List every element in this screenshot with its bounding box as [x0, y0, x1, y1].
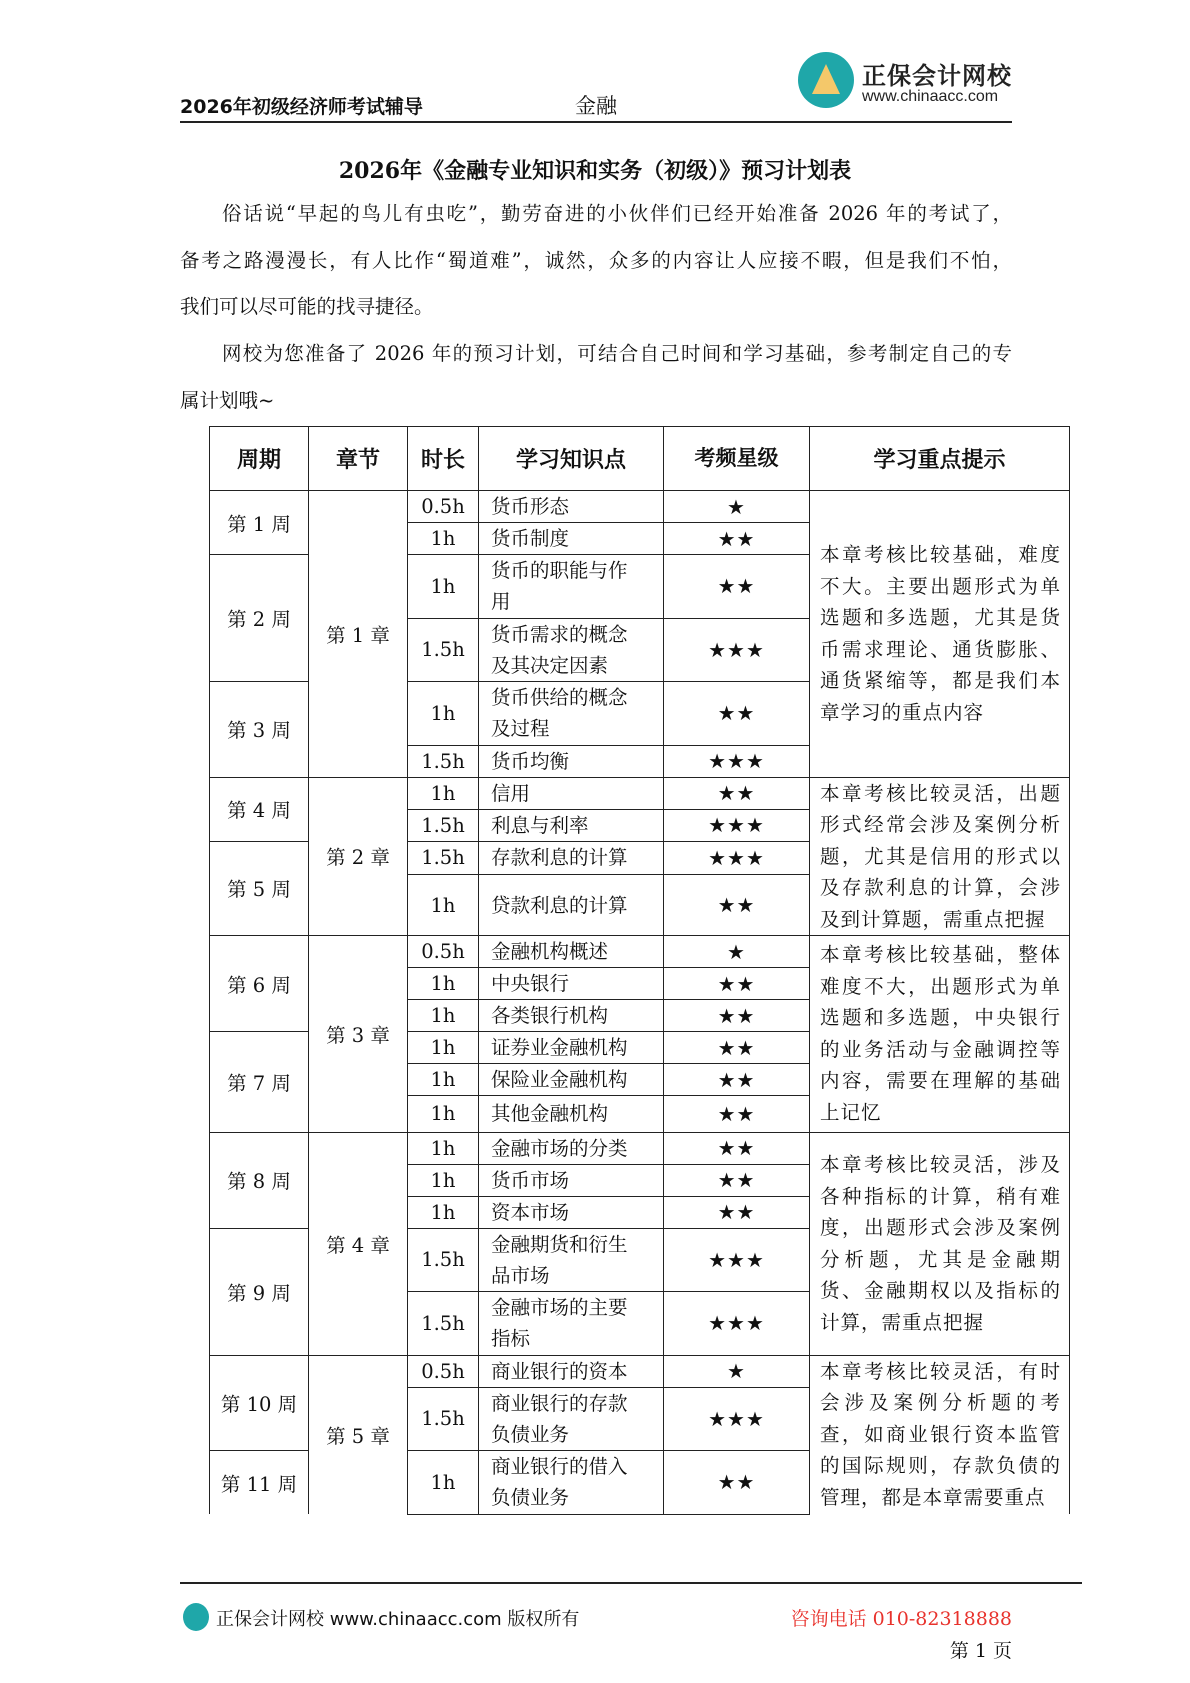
duration-cell: 1h [408, 968, 479, 1000]
tips-cell: 本章考核比较灵活，涉及各种指标的计算，稍有难度，出题形式会涉及案例分析题，尤其是金融期货、金融期权以及指标的计算，需重点把握 [810, 1132, 1070, 1355]
topic-cell: 资本市场 [479, 1196, 664, 1228]
frequency-stars: ★★ [664, 682, 810, 746]
col-header-duration: 时长 [408, 427, 479, 491]
duration-cell: 1.5h [408, 1387, 479, 1451]
duration-cell: 1h [408, 777, 479, 809]
duration-cell: 1h [408, 555, 479, 619]
frequency-stars: ★★ [664, 1451, 810, 1515]
document-title: 2026年《金融专业知识和实务（初级）》预习计划表 [338, 158, 852, 184]
duration-cell: 1.5h [408, 809, 479, 841]
week-cell: 第 4 周 [210, 777, 309, 841]
col-header-topic: 学习知识点 [479, 427, 664, 491]
footer-divider [180, 1582, 1082, 1584]
duration-cell: 1.5h [408, 618, 479, 682]
topic-cell: 金融市场的主要指标 [479, 1292, 664, 1356]
header-subject: 金融 [575, 94, 617, 118]
frequency-stars: ★★ [664, 1164, 810, 1196]
topic-cell: 商业银行的资本 [479, 1355, 664, 1387]
frequency-stars: ★★ [664, 968, 810, 1000]
topic-cell: 货币市场 [479, 1164, 664, 1196]
chapter-cell: 第 3 章 [309, 936, 408, 1133]
table-row [210, 777, 1070, 809]
footer-copyright: 正保会计网校 www.chinaacc.com 版权所有 [216, 1609, 580, 1630]
tips-cell: 本章考核比较基础，难度不大。主要出题形式为单选题和多选题，尤其是货币需求理论、通货膨胀、通货紧缩等，都是我们本章学习的重点内容 [810, 491, 1070, 778]
topic-cell: 货币供给的概念及过程 [479, 682, 664, 746]
frequency-stars: ★★ [664, 1096, 810, 1133]
frequency-stars: ★★★ [664, 1387, 810, 1451]
duration-cell: 1h [408, 1064, 479, 1096]
duration-cell: 0.5h [408, 1355, 479, 1387]
chinaacc-logo-icon [798, 52, 854, 108]
frequency-stars: ★★★ [664, 1292, 810, 1356]
frequency-stars: ★★ [664, 1064, 810, 1096]
intro-paragraph-2 [180, 331, 1012, 424]
duration-cell: 1h [408, 1164, 479, 1196]
duration-cell: 1.5h [408, 745, 479, 777]
table-row [210, 1355, 1070, 1387]
frequency-stars: ★★ [664, 1000, 810, 1032]
frequency-stars: ★ [664, 491, 810, 523]
duration-cell: 1h [408, 1196, 479, 1228]
duration-cell: 0.5h [408, 491, 479, 523]
study-plan-table [209, 426, 1070, 1515]
week-cell: 第 7 周 [210, 1032, 309, 1133]
duration-cell: 1h [408, 682, 479, 746]
frequency-stars: ★★ [664, 555, 810, 619]
frequency-stars: ★★★ [664, 809, 810, 841]
duration-cell: 1h [408, 875, 479, 936]
week-cell: 第 3 周 [210, 682, 309, 778]
week-cell: 第 1 周 [210, 491, 309, 555]
tips-cell: 本章考核比较基础，整体难度不大，出题形式为单选题和多选题，中央银行的业务活动与金融调控等内容，需要在理解的基础上记忆 [810, 936, 1070, 1133]
topic-cell: 贷款利息的计算 [479, 875, 664, 936]
frequency-stars: ★★ [664, 1032, 810, 1064]
week-cell: 第 9 周 [210, 1228, 309, 1355]
text-line: 俗话说“早起的鸟儿有虫吃”，勤劳奋进的小伙伴们已经开始准备 2026 年的考试了， [222, 202, 1012, 225]
topic-cell: 货币需求的概念及其决定因素 [479, 618, 664, 682]
header-exam-title: 2026年初级经济师考试辅导 [180, 96, 423, 118]
topic-cell: 利息与利率 [479, 809, 664, 841]
duration-cell: 1h [408, 1451, 479, 1515]
footer-phone: 咨询电话 010-82318888 [790, 1608, 1012, 1630]
chinaacc-logo-icon [183, 1603, 209, 1631]
table-row [210, 1132, 1070, 1164]
topic-cell: 各类银行机构 [479, 1000, 664, 1032]
topic-cell: 货币均衡 [479, 745, 664, 777]
week-cell: 第 8 周 [210, 1132, 309, 1228]
chapter-cell: 第 2 章 [309, 777, 408, 936]
frequency-stars: ★★ [664, 777, 810, 809]
duration-cell: 1.5h [408, 1292, 479, 1356]
text-line: 备考之路漫漫长，有人比作“蜀道难”，诚然，众多的内容让人应接不暇，但是我们不怕， [180, 248, 1012, 272]
duration-cell: 0.5h [408, 936, 479, 968]
week-cell: 第 10 周 [210, 1355, 309, 1451]
intro-paragraph-1 [180, 191, 1012, 331]
duration-cell: 1h [408, 1096, 479, 1133]
topic-cell: 其他金融机构 [479, 1096, 664, 1133]
week-cell: 第 2 周 [210, 555, 309, 682]
topic-cell: 证券业金融机构 [479, 1032, 664, 1064]
topic-cell: 存款利息的计算 [479, 841, 664, 875]
duration-cell: 1h [408, 1000, 479, 1032]
topic-cell: 保险业金融机构 [479, 1064, 664, 1096]
table-row [210, 936, 1070, 968]
logo-name: 正保会计网校 [862, 62, 1012, 90]
page-number: 第 1 页 [949, 1640, 1012, 1662]
frequency-stars: ★★★ [664, 745, 810, 777]
frequency-stars: ★★★ [664, 1228, 810, 1292]
topic-cell: 货币制度 [479, 523, 664, 555]
topic-cell: 货币的职能与作用 [479, 555, 664, 619]
topic-cell: 货币形态 [479, 491, 664, 523]
text-line: 网校为您准备了 2026 年的预习计划，可结合自己时间和学习基础，参考制定自己的专 [222, 342, 1012, 365]
header-divider [180, 121, 1012, 123]
col-header-week: 周期 [210, 427, 309, 491]
table-row [210, 491, 1070, 523]
topic-cell: 中央银行 [479, 968, 664, 1000]
col-header-chapter: 章节 [309, 427, 408, 491]
duration-cell: 1.5h [408, 1228, 479, 1292]
chapter-cell: 第 5 章 [309, 1355, 408, 1514]
duration-cell: 1.5h [408, 841, 479, 875]
frequency-stars: ★★ [664, 523, 810, 555]
week-cell: 第 5 周 [210, 841, 309, 936]
logo-url: www.chinaacc.com [862, 88, 999, 105]
week-cell: 第 11 周 [210, 1451, 309, 1515]
frequency-stars: ★ [664, 936, 810, 968]
topic-cell: 金融机构概述 [479, 936, 664, 968]
text-line: 属计划哦~ [180, 388, 275, 412]
duration-cell: 1h [408, 1032, 479, 1064]
frequency-stars: ★★★ [664, 841, 810, 875]
frequency-stars: ★★ [664, 1132, 810, 1164]
chapter-cell: 第 4 章 [309, 1132, 408, 1355]
tips-cell: 本章考核比较灵活，有时会涉及案例分析题的考查，如商业银行资本监管的国际规则，存款负债的管理，都是本章需要重点 [810, 1355, 1070, 1514]
topic-cell: 商业银行的借入负债业务 [479, 1451, 664, 1515]
topic-cell: 信用 [479, 777, 664, 809]
topic-cell: 商业银行的存款负债业务 [479, 1387, 664, 1451]
week-cell: 第 6 周 [210, 936, 309, 1032]
frequency-stars: ★★ [664, 875, 810, 936]
frequency-stars: ★★★ [664, 618, 810, 682]
col-header-tips: 学习重点提示 [810, 427, 1070, 491]
text-line: 我们可以尽可能的找寻捷径。 [180, 295, 434, 319]
duration-cell: 1h [408, 523, 479, 555]
frequency-stars: ★★ [664, 1196, 810, 1228]
col-header-frequency: 考频星级 [664, 427, 810, 491]
tips-cell: 本章考核比较灵活，出题形式经常会涉及案例分析题，尤其是信用的形式以及存款利息的计算，会涉及到计算题，需重点把握 [810, 777, 1070, 936]
topic-cell: 金融市场的分类 [479, 1132, 664, 1164]
topic-cell: 金融期货和衍生品市场 [479, 1228, 664, 1292]
frequency-stars: ★ [664, 1355, 810, 1387]
duration-cell: 1h [408, 1132, 479, 1164]
chapter-cell: 第 1 章 [309, 491, 408, 778]
